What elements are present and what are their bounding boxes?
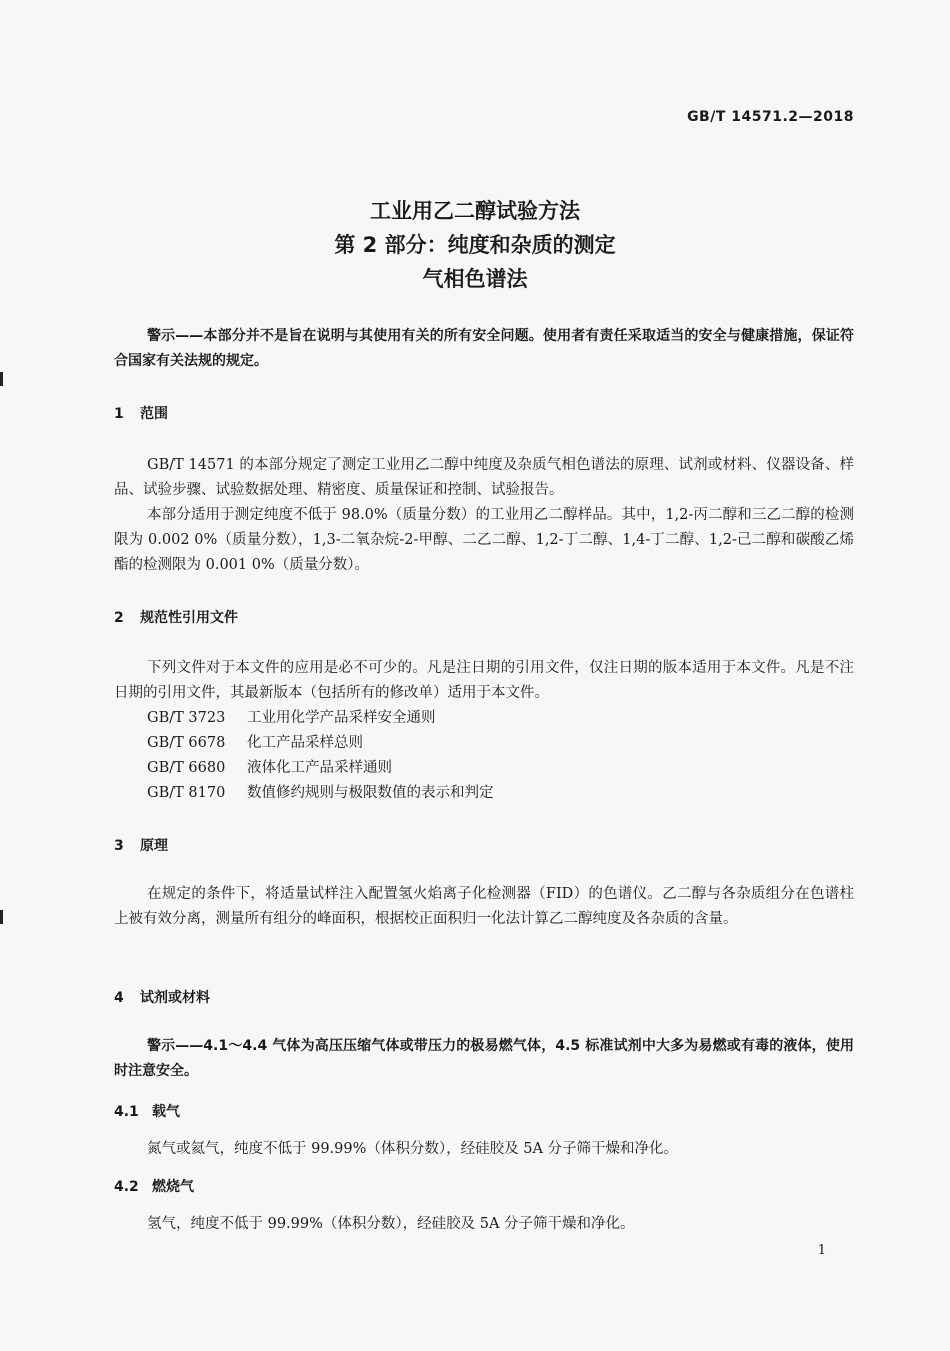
title-line-2: 第 2 部分：纯度和杂质的测定 [334,233,616,257]
section-1-heading [114,403,168,423]
page-number: 1 [817,1243,826,1258]
section-number: 3 [114,838,124,854]
subsection-4-2-text: 氢气，纯度不低于 99.99%（体积分数），经硅胶及 5A 分子筛干燥和净化。 [147,1216,635,1232]
section-3-heading [114,835,168,855]
scan-edge-mark [0,372,3,386]
title-line-3: 气相色谱法 [422,267,528,291]
section-title: 范围 [140,406,168,422]
section-2-paragraph-1: 下列文件对于本文件的应用是必不可少的。凡是注日期的引用文件，仅注日期的版本适用于本文件。凡是不注日期的引用文件，其最新版本（包括所有的修改单）适用于本文件。 [114,660,854,701]
reference-title: 液体化工产品采样通则 [247,760,392,776]
reference-title: 化工产品采样总则 [247,735,363,751]
subsection-4-1-heading [114,1101,180,1121]
section-4-heading [114,987,210,1007]
reference-item [147,756,392,777]
reference-item [147,781,494,802]
section-title: 原理 [140,838,168,854]
section-title: 试剂或材料 [140,990,210,1006]
reference-code: GB/T 8170 [147,785,226,801]
subsection-title: 载气 [152,1104,180,1120]
reference-code: GB/T 6680 [147,760,226,776]
subsection-4-1-text: 氮气或氦气，纯度不低于 99.99%（体积分数），经硅胶及 5A 分子筛干燥和净化。 [147,1141,679,1157]
section-number: 2 [114,610,124,626]
reference-code: GB/T 6678 [147,735,226,751]
section-2-heading [114,607,238,627]
section-1-paragraph-1: GB/T 14571 的本部分规定了测定工业用乙二醇中纯度及杂质气相色谱法的原理、试剂或材料、仪器设备、样品、试验步骤、试验数据处理、精密度、质量保证和控制、试验报告。 [114,457,854,498]
reference-item [147,706,436,727]
subsection-title: 燃烧气 [152,1179,194,1195]
section-1-paragraph-2: 本部分适用于测定纯度不低于 98.0%（质量分数）的工业用乙二醇样品。其中，1,2-丙二醇和三乙二醇的检测限为 0.002 0%（质量分数），1,3-二氧杂烷-2-甲醇、二乙二醇、1,2-丁二醇、1,4-丁二醇、1,2-己二醇和碳酸乙烯酯的检测限为 0.001 0%（质量分数）。 [114,507,854,573]
reference-item [147,731,363,752]
subsection-4-2-heading [114,1176,194,1196]
reference-title: 工业用化学产品采样安全通则 [247,710,436,726]
reference-title: 数值修约规则与极限数值的表示和判定 [247,785,494,801]
standard-code: GB/T 14571.2—2018 [687,109,854,125]
scan-edge-mark [0,910,3,924]
subsection-number: 4.1 [114,1104,139,1120]
subsection-number: 4.2 [114,1179,139,1195]
section-title: 规范性引用文件 [140,610,238,626]
section-3-paragraph-1: 在规定的条件下，将适量试样注入配置氢火焰离子化检测器（FID）的色谱仪。乙二醇与各杂质组分在色谱柱上被有效分离，测量所有组分的峰面积，根据校正面积归一化法计算乙二醇纯度及各杂质的含量。 [114,886,854,927]
section-number: 1 [114,406,124,422]
section-number: 4 [114,990,124,1006]
title-line-1: 工业用乙二醇试验方法 [370,199,580,223]
section-4-warning: 警示——4.1～4.4 气体为高压压缩气体或带压力的极易燃气体，4.5 标准试剂中大多为易燃或有毒的液体，使用时注意安全。 [114,1038,854,1079]
reference-code: GB/T 3723 [147,710,226,726]
safety-warning: 警示——本部分并不是旨在说明与其使用有关的所有安全问题。使用者有责任采取适当的安全与健康措施，保证符合国家有关法规的规定。 [114,328,854,369]
